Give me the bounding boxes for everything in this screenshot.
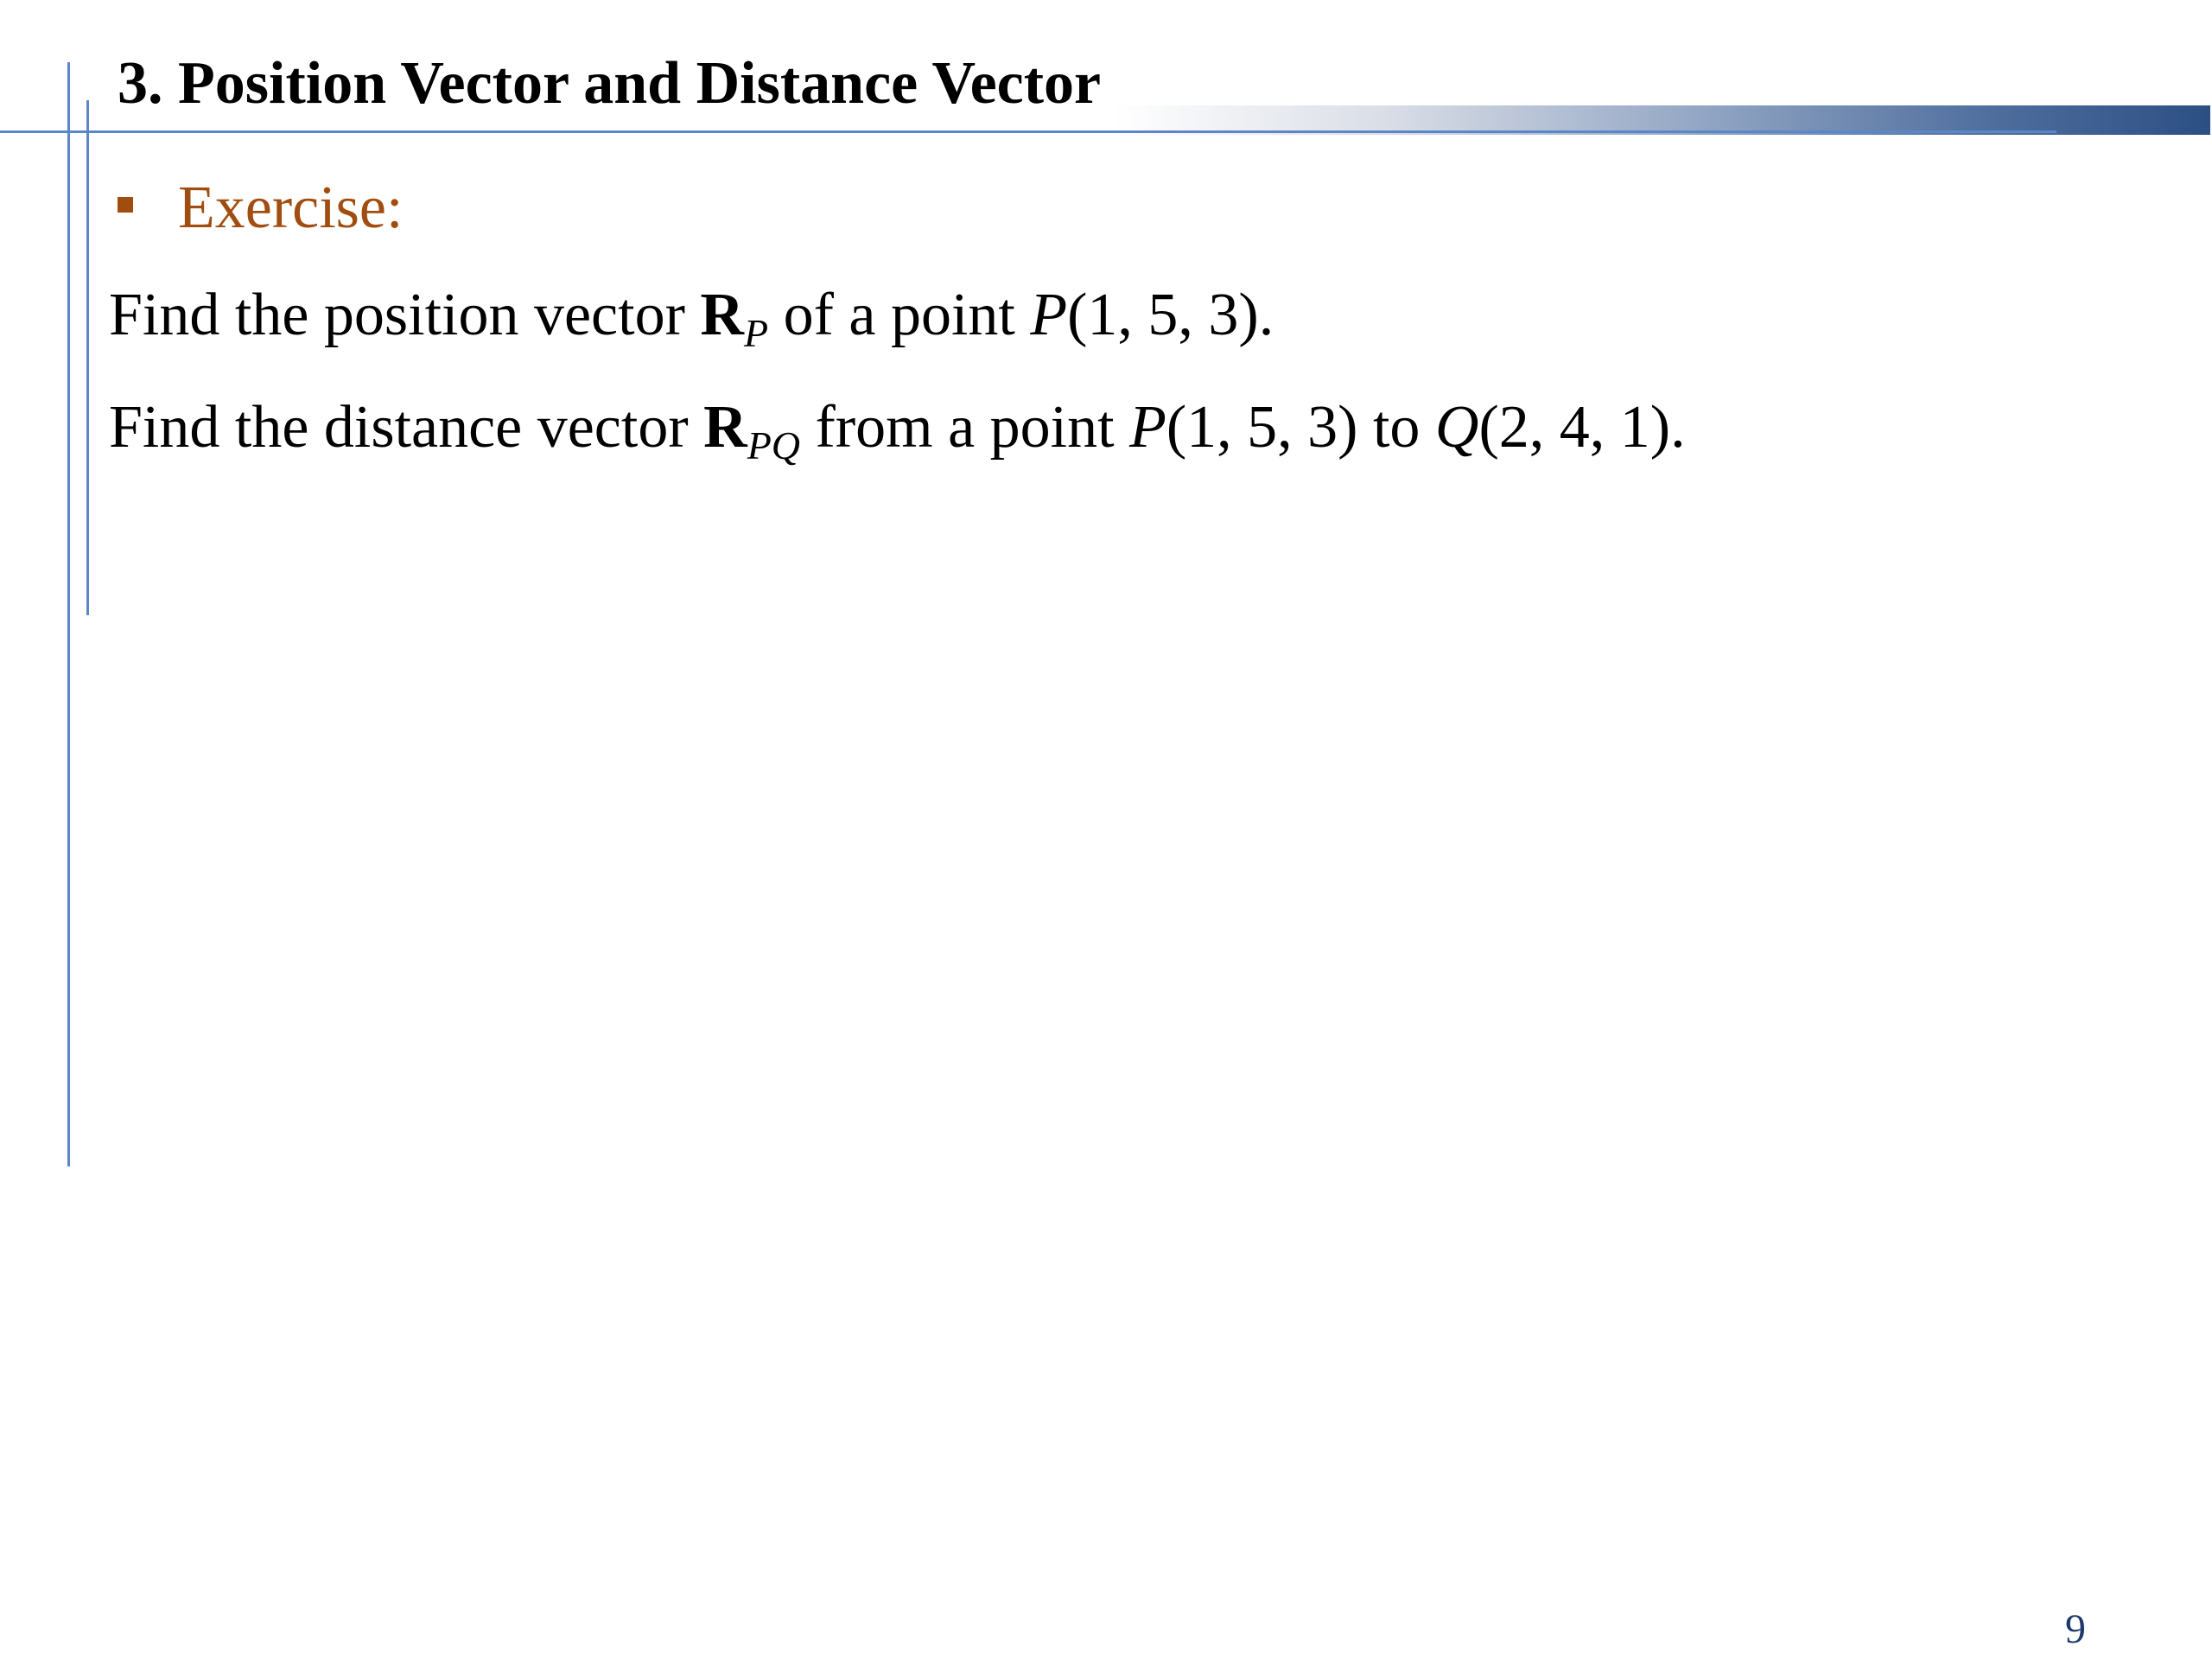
- line1-text-start: Find the position vector: [109, 282, 701, 348]
- title-underline: [0, 130, 2056, 133]
- bullet-square-icon: [118, 197, 133, 213]
- line1-point-name: P: [1030, 282, 1068, 348]
- line2-vector-symbol: R: [703, 394, 747, 461]
- line2-vector-subscript: PQ: [747, 423, 801, 467]
- line2-point-p-name: P: [1129, 394, 1166, 461]
- left-accent-line: [67, 62, 70, 1166]
- left-accent-line-inner: [86, 100, 89, 615]
- slide-title: 3. Position Vector and Distance Vector: [118, 50, 1102, 117]
- exercise-line-position-vector: [109, 276, 1274, 354]
- line1-point-coords: (1, 5, 3).: [1067, 282, 1274, 348]
- bullet-exercise: Exercise:: [178, 175, 404, 241]
- line2-point-p-coords: (1, 5, 3) to: [1166, 394, 1435, 461]
- line2-text-middle: from a point: [800, 394, 1130, 461]
- line1-vector-subscript: P: [743, 311, 769, 355]
- line2-text-start: Find the distance vector: [109, 394, 704, 461]
- line1-vector-symbol: R: [700, 282, 744, 348]
- page-number: 9: [2065, 1606, 2086, 1652]
- line2-point-q-coords: (2, 4, 1).: [1478, 394, 1686, 461]
- line2-point-q-name: Q: [1434, 394, 1479, 461]
- line1-text-middle: of a point: [768, 282, 1031, 348]
- exercise-line-distance-vector: [109, 389, 1686, 467]
